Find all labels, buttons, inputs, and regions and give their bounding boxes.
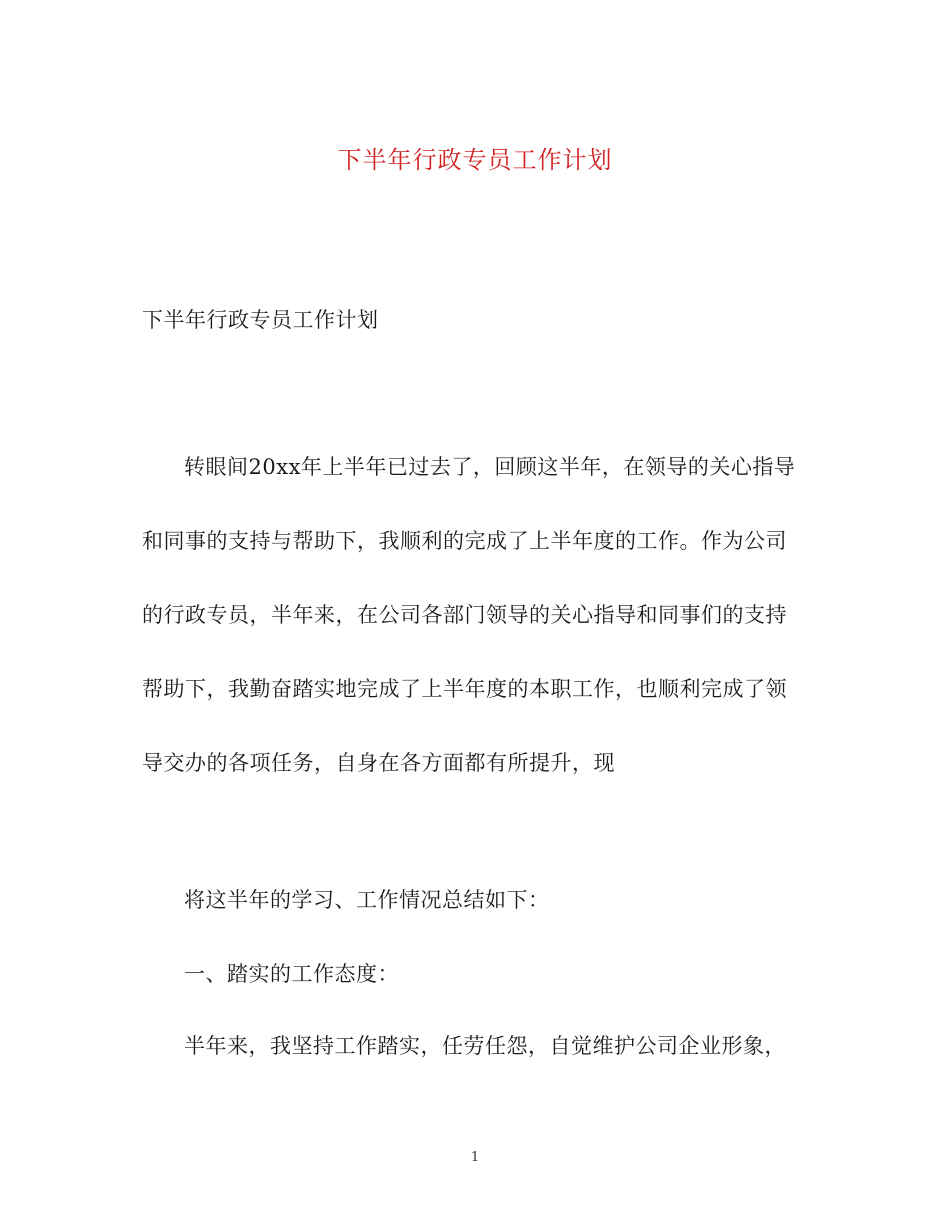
paragraph-line: 和同事的支持与帮助下，我顺利的完成了上半年度的工作。作为公司 xyxy=(142,529,787,553)
summary-intro: 将这半年的学习、工作情况总结如下： xyxy=(184,888,550,912)
intro-paragraph xyxy=(142,447,812,817)
paragraph-line: 导交办的各项任务，自身在各方面都有所提升，现 xyxy=(142,751,615,775)
paragraph-line: 的行政专员，半年来，在公司各部门领导的关心指导和同事们的支持 xyxy=(142,603,787,627)
paragraph-line: 帮助下，我勤奋踏实地完成了上半年度的本职工作，也顺利完成了领 xyxy=(142,677,787,701)
section-heading: 一、踏实的工作态度： xyxy=(184,962,399,986)
page-number: 1 xyxy=(470,1150,480,1165)
paragraph-line: 转眼间20xx年上半年已过去了，回顾这半年，在领导的关心指导 xyxy=(184,455,796,479)
document-subtitle: 下半年行政专员工作计划 xyxy=(142,308,379,332)
section-paragraph: 半年来，我坚持工作踏实，任劳任怨，自觉维护公司企业形象， xyxy=(184,1034,786,1058)
document-title: 下半年行政专员工作计划 xyxy=(337,146,613,174)
